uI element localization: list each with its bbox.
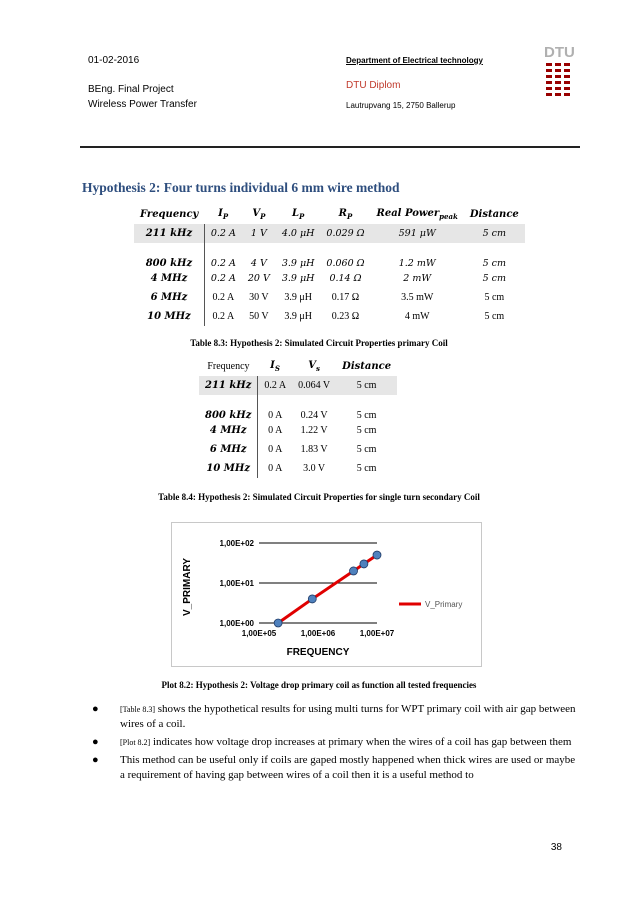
table-cell: 4 mW bbox=[404, 311, 430, 322]
table-cell: 0.2 A bbox=[212, 311, 235, 322]
column-header: Frequency bbox=[207, 361, 250, 372]
table-cell: 3.0 V bbox=[303, 463, 326, 474]
column-header: Real Power$_{peak}$ bbox=[376, 208, 458, 221]
table-cell: 5 cm bbox=[484, 311, 505, 322]
table-row bbox=[134, 307, 525, 326]
table-cell: 10 MHz bbox=[134, 307, 204, 326]
data-point bbox=[373, 551, 381, 559]
list-item bbox=[92, 735, 582, 750]
bullet-text: indicates how voltage drop increases at primary when the wires of a coil has gap between them bbox=[150, 736, 572, 748]
y-tick-label: 1,00E+00 bbox=[219, 619, 254, 628]
primary-coil-table bbox=[134, 205, 525, 326]
column-header: $I_S$ bbox=[270, 360, 280, 373]
table-cell: 0.2 A bbox=[258, 376, 292, 395]
table-cell: 30 V bbox=[249, 292, 269, 303]
table-cell: 5 cm bbox=[482, 273, 506, 284]
y-tick-label: 1,00E+01 bbox=[219, 579, 254, 588]
header-project: BEng. Final Project bbox=[88, 84, 174, 95]
header-subject: Wireless Power Transfer bbox=[88, 99, 197, 110]
table-cell: 20 V bbox=[247, 273, 270, 284]
column-header: $R_P$ bbox=[338, 208, 353, 221]
table-row bbox=[134, 243, 525, 269]
table2-caption: Table 8.4: Hypothesis 2: Simulated Circuit Properties for single turn secondary Coil bbox=[158, 492, 480, 502]
table-row bbox=[199, 459, 397, 478]
data-point bbox=[308, 595, 316, 603]
table-row bbox=[134, 269, 525, 288]
bullet-icon: ● bbox=[92, 736, 99, 748]
table-cell: 800 kHz bbox=[199, 395, 258, 421]
header-department: Department of Electrical technology bbox=[346, 56, 483, 65]
legend-label: V_Primary bbox=[425, 600, 463, 609]
table-cell: 0 A bbox=[268, 463, 283, 474]
table-cell: 5 cm bbox=[356, 463, 377, 474]
table-cell: 4 MHz bbox=[134, 269, 204, 288]
table-cell: 3.9 μH bbox=[281, 258, 315, 269]
table-cell: 0.14 Ω bbox=[329, 273, 362, 284]
list-item bbox=[92, 753, 582, 783]
x-tick-label: 1,00E+06 bbox=[300, 629, 336, 638]
column-header: $V_P$ bbox=[252, 208, 266, 221]
column-header: Distance bbox=[342, 361, 392, 372]
column-header: $L_P$ bbox=[291, 208, 305, 221]
table-row bbox=[199, 395, 397, 421]
table-cell: 0 A bbox=[268, 410, 283, 421]
table-cell: 3.9 μH bbox=[281, 273, 315, 284]
table-cell: 6 MHz bbox=[199, 440, 258, 459]
data-point bbox=[360, 560, 368, 568]
table-cell: 3.9 μH bbox=[284, 311, 312, 322]
bullet-icon: ● bbox=[92, 754, 99, 766]
table-cell: 4.0 μH bbox=[276, 224, 321, 243]
table-row bbox=[199, 376, 397, 395]
table-cell: 6 MHz bbox=[134, 288, 204, 307]
voltage-frequency-chart bbox=[172, 523, 481, 666]
table-reference: [Table 8.3] bbox=[120, 705, 155, 714]
chart-frame bbox=[171, 522, 482, 667]
dtu-logo-mark bbox=[544, 61, 574, 103]
table-cell: 0.17 Ω bbox=[331, 292, 360, 303]
table-cell: 5 cm bbox=[356, 425, 377, 436]
x-tick-label: 1,00E+05 bbox=[241, 629, 277, 638]
table-cell: 5 cm bbox=[336, 376, 397, 395]
page-number: 38 bbox=[550, 842, 562, 853]
x-axis-label: FREQUENCY bbox=[286, 647, 350, 658]
column-header: Distance bbox=[469, 209, 519, 220]
table-cell: 1.22 V bbox=[300, 425, 328, 436]
table-cell: 800 kHz bbox=[134, 243, 204, 269]
table-cell: 5 cm bbox=[464, 224, 525, 243]
table-cell: 0.2 A bbox=[204, 224, 242, 243]
table-cell: 0 A bbox=[268, 425, 283, 436]
column-header: Frequency bbox=[140, 209, 199, 220]
dtu-logo-text: DTU bbox=[544, 44, 575, 61]
data-point bbox=[274, 619, 282, 627]
plot-caption: Plot 8.2: Hypothesis 2: Voltage drop primary coil as function all tested frequencies bbox=[161, 680, 477, 690]
table-cell: 1 V bbox=[242, 224, 276, 243]
data-point bbox=[350, 567, 358, 575]
table-cell: 0.029 Ω bbox=[320, 224, 370, 243]
table-cell: 211 kHz bbox=[134, 224, 204, 243]
column-header: $I_P$ bbox=[218, 208, 229, 221]
header-org: DTU Diplom bbox=[346, 80, 401, 91]
table-cell: 1.83 V bbox=[300, 444, 328, 455]
y-tick-label: 1,00E+02 bbox=[219, 539, 254, 548]
table-cell: 0.060 Ω bbox=[326, 258, 365, 269]
header-address: Lautrupvang 15, 2750 Ballerup bbox=[346, 101, 456, 110]
table-cell: 10 MHz bbox=[199, 459, 258, 478]
table-row bbox=[199, 440, 397, 459]
dtu-logo bbox=[544, 44, 574, 108]
table-cell: 4 MHz bbox=[199, 421, 258, 440]
table1-caption: Table 8.3: Hypothesis 2: Simulated Circuit Properties primary Coil bbox=[190, 338, 448, 348]
bullet-list bbox=[92, 702, 582, 786]
table-cell: 50 V bbox=[249, 311, 269, 322]
table-cell: 5 cm bbox=[484, 292, 505, 303]
y-axis-label: V_PRIMARY bbox=[182, 558, 193, 616]
table-cell: 3.5 mW bbox=[401, 292, 434, 303]
table-cell: 5 cm bbox=[356, 444, 377, 455]
list-item bbox=[92, 702, 582, 732]
table-cell: 591 μW bbox=[371, 224, 464, 243]
table-row bbox=[134, 288, 525, 307]
table-cell: 0.2 A bbox=[210, 273, 236, 284]
table-cell: 3.9 μH bbox=[284, 292, 312, 303]
table-row bbox=[199, 421, 397, 440]
table-cell: 0.24 V bbox=[300, 410, 328, 421]
table-cell: 5 cm bbox=[356, 410, 377, 421]
table-cell: 0.23 Ω bbox=[331, 311, 360, 322]
plot-reference: [Plot 8.2] bbox=[120, 738, 151, 747]
table-cell: 0.2 A bbox=[212, 292, 235, 303]
table-cell: 0.064 V bbox=[292, 376, 336, 395]
bullet-text: shows the hypothetical results for using multi turns for WPT primary coil with air gap between wires of a coil. bbox=[120, 703, 576, 730]
table-cell: 0.2 A bbox=[210, 258, 236, 269]
x-tick-label: 1,00E+07 bbox=[359, 629, 395, 638]
header-rule bbox=[80, 146, 580, 148]
table-cell: 0 A bbox=[268, 444, 283, 455]
table-header-row bbox=[134, 205, 525, 224]
table-cell: 4 V bbox=[250, 258, 267, 269]
bullet-icon: ● bbox=[92, 703, 99, 715]
table-header-row bbox=[199, 357, 397, 376]
bullet-text: This method can be useful only if coils are gaped mostly happened when thick wires are used or maybe a requirement of having gap between wires of a coil then it is a useful method to bbox=[120, 754, 576, 781]
table-cell: 1.2 mW bbox=[398, 258, 436, 269]
section-title: Hypothesis 2: Four turns individual 6 mm wire method bbox=[82, 180, 400, 195]
table-cell: 2 mW bbox=[403, 273, 432, 284]
secondary-coil-table bbox=[199, 357, 397, 478]
table-cell: 211 kHz bbox=[199, 376, 258, 395]
table-row bbox=[134, 224, 525, 243]
table-cell: 5 cm bbox=[482, 258, 506, 269]
column-header: $V_s$ bbox=[308, 360, 320, 373]
header-date: 01-02-2016 bbox=[88, 55, 140, 66]
